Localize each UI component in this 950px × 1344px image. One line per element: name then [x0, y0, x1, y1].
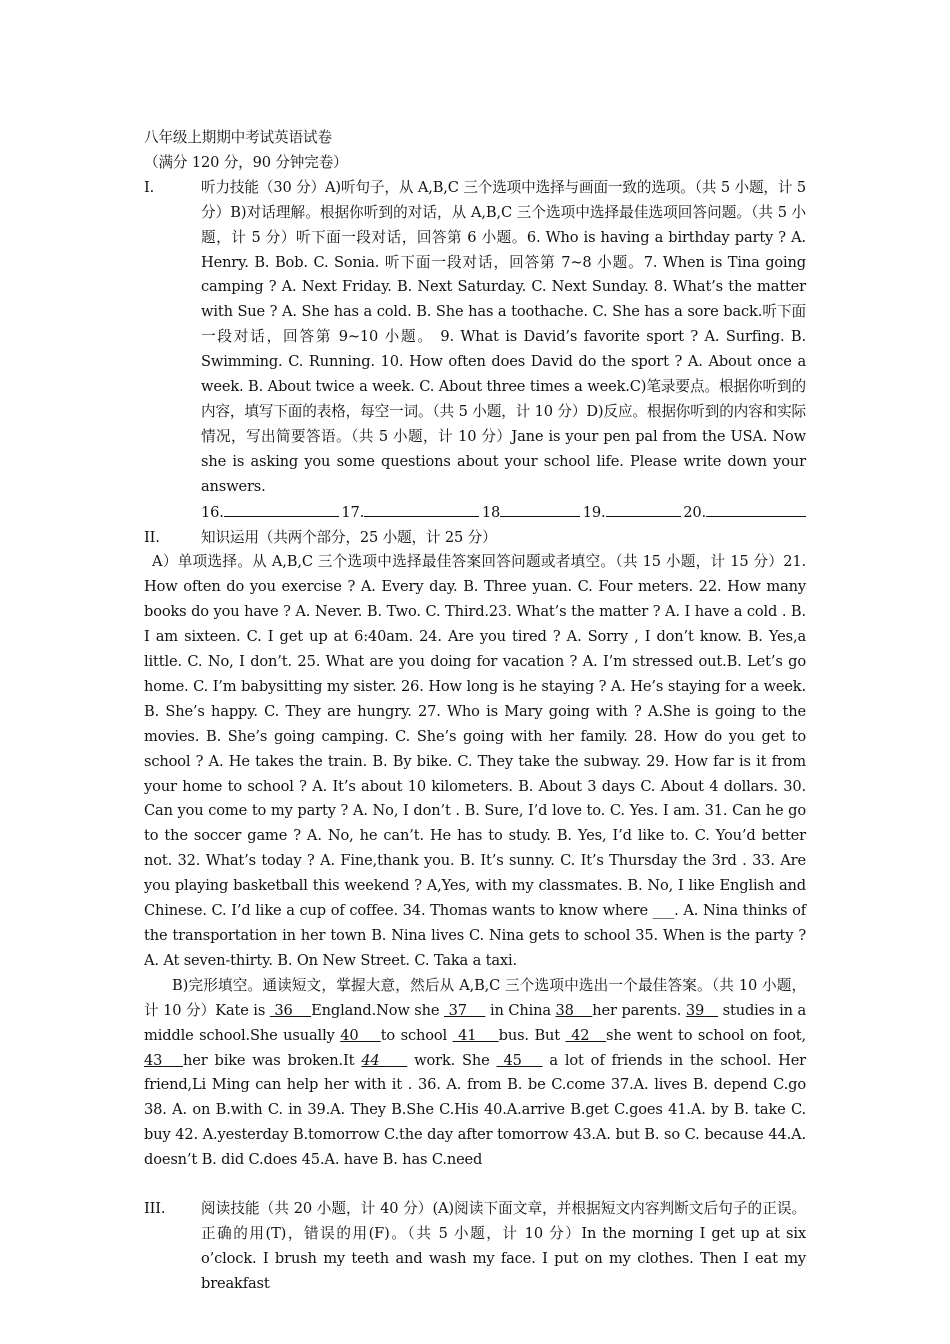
section-body — [201, 176, 806, 526]
section-body: 阅读技能（共 20 小题，计 40 分）(A)阅读下面文章，并根据短文内容判断文后句子的正误。正确的用(T)，错误的用(F)。（共 5 小题，计 10 分）In the morning I get up at six o’clock. I brush my teeth and wash my face. I put on my clothes. Then I eat my breakfast — [201, 1200, 806, 1292]
cloze-blank-43[interactable]: 43 — [144, 1051, 163, 1069]
section-heading: 知识运用（共两个部分，25 小题，计 25 分） — [201, 528, 497, 546]
cloze-blank-37[interactable]: 37 — [448, 1001, 467, 1019]
cloze-blank-45[interactable]: 45 — [503, 1051, 522, 1069]
exam-title: 八年级上期期中考试英语试卷 — [144, 129, 332, 146]
cloze-blank-39[interactable]: 39 — [685, 1001, 705, 1019]
section-listening — [144, 176, 806, 526]
cloze-blank-36[interactable]: 36 — [274, 1001, 293, 1019]
answer-blank-20[interactable]: 20. — [683, 500, 806, 526]
section-spacer — [144, 1173, 806, 1197]
multiple-choice-part: A）单项选择。从 A,B,C 三个选项中选择最佳答案回答问题或者填空。（共 15 小题，计 15 分）21. How often do you exercise ? A. Every day. B. Three yuan. C. Four meters. 22. How many books do you have ? A. Never. B. Two. C. Third.23. What’s the matter ? A. I have a cold . B. I am sixteen. C. I get up at 6:40am. 24. Are you tired ? A. Sorry , I don’t know. B. Yes,a little. C. No, I don’t. 25. What are you doing for vacation ? A. I’m stressed out.B. Let’s go home. C. I’m babysitting my sister. 26. How long is he staying ? A. He’s staying for a week. B. She’s happy. C. They are hungry. 27. Who is Mary going with ? A.She is going to the movies. B. She’s going camping. C. She’s going with her family. 28. How do you get to school ? A. He takes the train. B. By bike. C. They take the subway. 29. How far is it from your home to school ? A. It’s about 10 kilometers. B. About 3 days C. About 4 dollars. 30. Can you come to my party ? A. No, I don’t . B. Sure, I’d love to. C. Yes. I am. 31. Can he go to the soccer game ? A. No, he can’t. He has to study. B. Yes, I’d like to. C. You’d better not. 32. What’s today ? A. Fine,thank you. B. It’s sunny. C. It’s Thursday the 3rd . 33. Are you playing basketball this weekend ? A,Yes, with my classmates. B. No, I like English and Chinese. C. I’d like a cup of coffee. 34. Thomas wants to know where ___. A. Nina thinks of the transportation in her town B. Nina lives C. Nina gets to school 35. When is the party ? A. At seven-thirty. B. On New Street. C. Taka a taxi. — [144, 553, 806, 969]
section-number: I. — [144, 178, 155, 196]
answer-blank-19[interactable]: 19. — [583, 500, 681, 526]
cloze-part: B)完形填空。通读短文，掌握大意，然后从 A,B,C 三个选项中选出一个最佳答案。（共 10 小题，计 10 分）Kate is 36 England.Now she 37 in China 38 her parents. 39 studies in a middle school.She usually 40 to school 41 bus. But 42 she went to school on foot, 43 her bike was broken.It 44 work. She 45 a lot of friends in the school. Her friend,Li Ming can help her with it . 36. A. from B. be C.come 37.A. lives B. depend C.go 38. A. on B.with C. in 39.A. They B.She C.His 40.A.arrive B.get C.goes 41.A. by B. take C. buy 42. A.yesterday B.tomorrow C.the day after tomorrow 43.A. but B. so C. because 44.A. doesn’t B. did C.does 45.A. have B. has C.need — [144, 976, 807, 1169]
answer-blank-16[interactable]: 16. — [201, 500, 339, 526]
section-knowledge — [144, 526, 806, 551]
answer-blanks-row — [201, 500, 806, 526]
answer-blank-18[interactable]: 18 — [482, 500, 580, 526]
cloze-blank-41[interactable]: 41 — [458, 1026, 477, 1044]
cloze-blank-42[interactable]: 42 — [571, 1026, 590, 1044]
section-reading — [144, 1197, 806, 1297]
answer-blank-17[interactable]: 17. — [341, 500, 479, 526]
section-number: II. — [144, 528, 160, 546]
cloze-blank-40[interactable]: 40 — [340, 1026, 359, 1044]
cloze-blank-38[interactable]: 38 — [555, 1001, 574, 1019]
section-text: 听力技能（30 分）A)听句子，从 A,B,C 三个选项中选择与画面一致的选项。（共 5 小题，计 5 分）B)对话理解。根据你听到的对话，从 A,B,C 三个选项中选择最佳选项回答问题。（共 5 小题，计 5 分）听下面一段对话，回答第 6 小题。6. Who is having a birthday party ? A. Henry. B. Bob. C. Sonia. 听下面一段对话，回答第 7~8 小题。7. When is Tina going camping ? A. Next Friday. B. Next Saturday. C. Next Sunday. 8. What’s the matter with Sue ? A. She has a cold. B. She has a toothache. C. She has a sore back.听下面一段对话，回答第 9~10 小题。 9. What is David’s favorite sport ? A. Surfing. B. Swimming. C. Running. 10. How often does David do the sport ? A. About once a week. B. About twice a week. C. About three times a week.C)笔录要点。根据你听到的内容，填写下面的表格，每空一词。（共 5 小题，计 10 分）D)反应。根据你听到的内容和实际情况，写出简要答语。（共 5 小题，计 10 分）Jane is your pen pal from the USA. Now she is asking you some questions about your school life. Please write down your answers. — [201, 178, 806, 495]
section-number: III. — [144, 1200, 166, 1218]
cloze-blank-44[interactable]: 44 — [361, 1051, 380, 1069]
exam-subtitle: （满分 120 分，90 分钟完卷） — [144, 153, 348, 171]
